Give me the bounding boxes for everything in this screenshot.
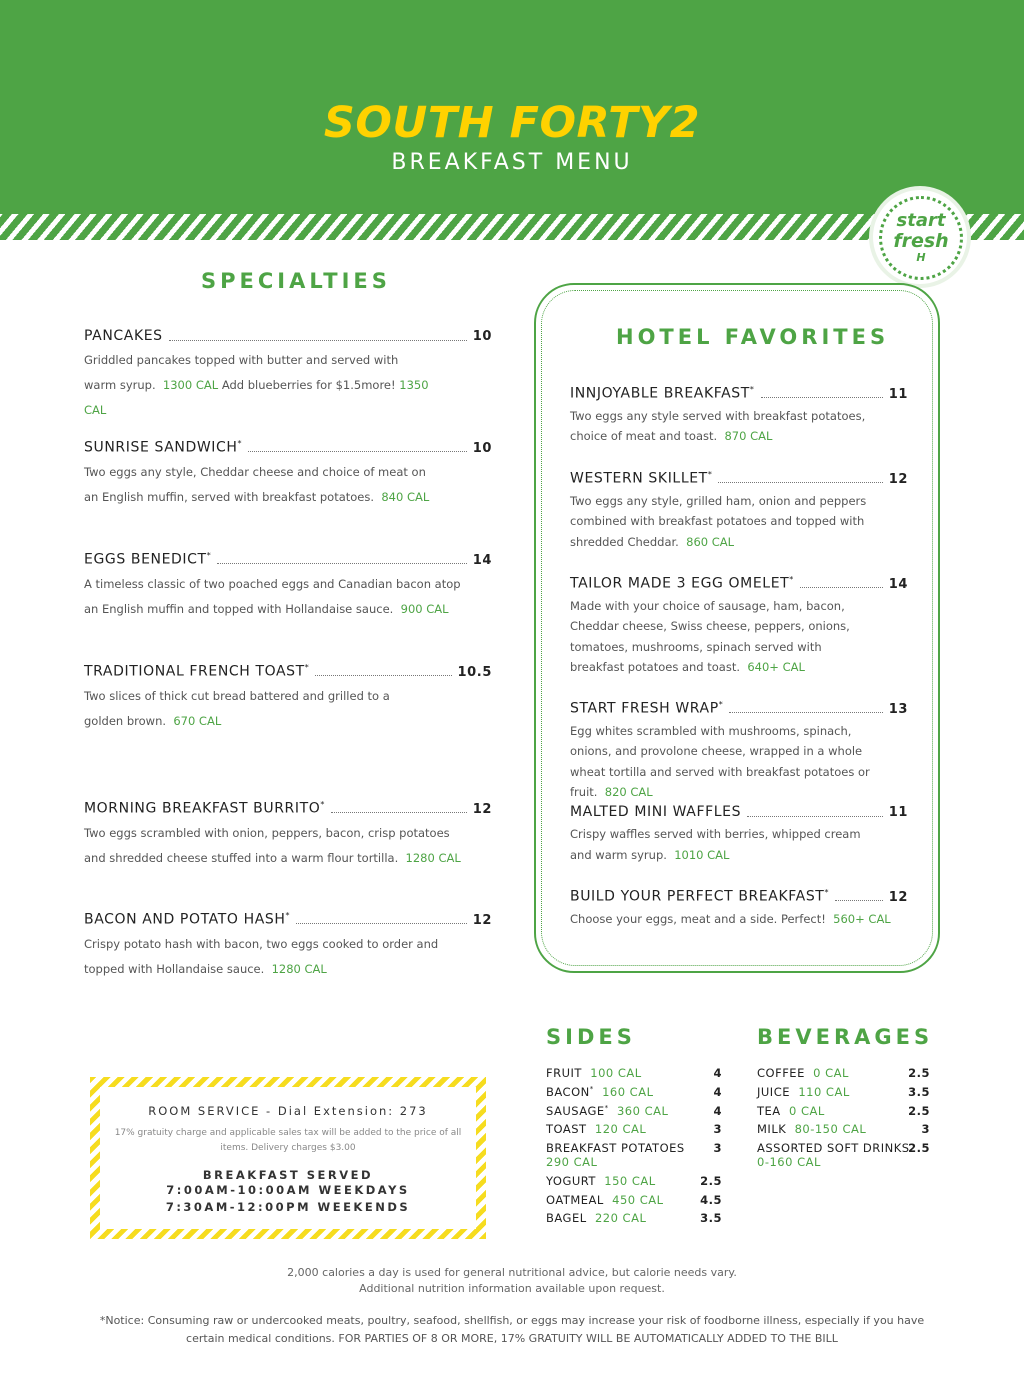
item-description: Two eggs any style, grilled ham, onion and peppers combined with breakfast potatoes and topped with shredded Cheddar. [570,493,867,549]
menu-subtitle: BREAKFAST MENU [391,150,633,175]
item-description: A timeless classic of two poached eggs and Canadian bacon atop an English muffin and topped with Hollandaise sauce. [84,576,461,616]
side-price: 4 [713,1066,722,1080]
side-name: BREAKFAST POTATOES [546,1141,685,1155]
side-item-fruit [546,1066,722,1080]
side-item-toast [546,1122,722,1136]
item-price: 11 [888,386,908,402]
item-description: Made with your choice of sausage, ham, bacon, Cheddar cheese, Swiss cheese, peppers, onions, tomatoes, mushrooms, spinach served with breakfast potatoes and toast. [570,598,850,675]
side-price: 2.5 [700,1174,722,1188]
menu-item-french-toast: TRADITIONAL FRENCH TOAST* 10.5 Two slices of thick cut bread battered and grilled to a golden brown. 670 CAL [84,663,492,728]
side-calories: 220 CAL [594,1211,647,1225]
breakfast-served-title: BREAKFAST SERVED [202,1168,374,1182]
item-name: TRADITIONAL FRENCH TOAST [84,663,305,680]
hours-weekends: 7:30AM-12:00PM WEEKENDS [165,1200,411,1214]
beverage-name: JUICE [757,1085,790,1099]
beverage-calories: 0-160 CAL [757,1155,821,1169]
side-calories: 290 CAL [546,1155,598,1169]
beverage-name: TEA [757,1104,781,1118]
side-name: BACON [546,1085,590,1099]
side-name: SAUSAGE [546,1104,605,1118]
room-service-note: 17% gratuity charge and applicable sales tax will be added to the price of all items. Delivery charges $3.00 [114,1128,462,1153]
item-description: Crispy potato hash with bacon, two eggs cooked to order and topped with Hollandaise sauce. [84,936,439,976]
item-price: 10.5 [457,664,492,680]
item-price: 13 [888,701,908,717]
calorie-disclaimer [0,1265,1024,1297]
side-item-breakfast-potatoes [546,1141,722,1169]
item-description: Choose your eggs, meat and a side. Perfect! [570,911,826,926]
item-price: 12 [472,801,492,817]
start-fresh-badge [873,190,967,284]
beverage-calories: 0 CAL [813,1066,849,1080]
item-description: Two eggs scrambled with onion, peppers, bacon, crisp potatoes and shredded cheese stuffed into a warm flour tortilla. [84,825,450,865]
hours-weekdays: 7:00AM-10:00AM WEEKDAYS [166,1183,410,1197]
sides-title: SIDES [546,1025,636,1049]
item-name: WESTERN SKILLET [570,470,708,487]
beverage-item-tea [757,1104,930,1118]
item-calories: 1010 CAL [674,847,730,862]
item-calories: 1300 CAL [162,378,219,392]
side-name: TOAST [546,1122,587,1136]
beverage-price: 2.5 [908,1104,930,1118]
side-calories: 100 CAL [590,1066,642,1080]
room-service-box [90,1077,486,1239]
item-calories: 1280 CAL [405,850,461,865]
item-description: Egg whites scrambled with mushrooms, spinach, onions, and provolone cheese, wrapped in a whole wheat tortilla and served with breakfast potatoes or fruit. [570,723,870,800]
beverage-item-juice [757,1085,930,1099]
menu-item-start-fresh-wrap: START FRESH WRAP* 13 Egg whites scrambled with mushrooms, spinach, onions, and provolone cheese, wrapped in a whole wheat tortilla and served with breakfast potatoes or fruit. 820 CAL [570,700,908,800]
hotel-favorites-title: HOTEL FAVORITES [616,325,890,349]
item-name: SUNRISE SANDWICH [84,439,238,456]
specialties-title: SPECIALTIES [201,269,391,293]
side-name: OATMEAL [546,1193,604,1207]
item-description: Crispy waffles served with berries, whipped cream and warm syrup. [570,827,861,862]
menu-item-sunrise-sandwich: SUNRISE SANDWICH* 10 Two eggs any style, Cheddar cheese and choice of meat on an English muffin, served with breakfast potatoes. 840 CAL [84,439,492,504]
side-name: YOGURT [546,1174,596,1188]
item-description: Two slices of thick cut bread battered and grilled to a golden brown. [84,688,390,728]
start-fresh-logo [879,196,963,280]
item-calories: 820 CAL [604,785,653,800]
menu-item-egg-omelet: TAILOR MADE 3 EGG OMELET* 14 Made with your choice of sausage, ham, bacon, Cheddar cheese, Swiss cheese, peppers, onions, tomatoes, mushrooms, spinach served with breakfast potatoes and toast. 640+ CAL [570,575,908,675]
item-extra-calories: 1350 CAL [84,378,429,417]
badge-text-fresh: fresh [893,230,949,252]
side-price: 3 [713,1141,722,1155]
hotel-mark-icon: H [916,251,926,264]
item-description: Griddled pancakes topped with butter and served with warm syrup. [84,353,399,392]
item-name: MALTED MINI WAFFLES [570,804,742,820]
menu-item-build-your-breakfast: BUILD YOUR PERFECT BREAKFAST* 12 Choose your eggs, meat and a side. Perfect! 560+ CAL [570,888,908,926]
food-safety-notice: *Notice: Consuming raw or undercooked meats, poultry, seafood, shellfish, or eggs may increase your risk of foodborne illness, especially if you have certain medical conditions. FOR PARTIES OF 8 OR MORE, 17% GRATUITY WILL BE AUTOMATICALLY ADDED TO THE BILL [99,1314,925,1345]
side-name: BAGEL [546,1211,587,1225]
header-stripes [0,214,1024,240]
beverage-name: MILK [757,1122,787,1136]
side-price: 4 [713,1104,722,1118]
item-calories: 560+ CAL [833,911,891,926]
item-calories: 900 CAL [400,601,449,616]
item-calories: 870 CAL [724,429,773,444]
calorie-disclaimer-line1: 2,000 calories a day is used for general nutritional advice, but calorie needs vary. [287,1266,737,1279]
side-price: 3.5 [700,1211,722,1225]
item-calories: 640+ CAL [747,660,805,675]
badge-text-start: start [896,210,946,231]
item-price: 10 [472,440,492,456]
menu-item-bacon-potato-hash: BACON AND POTATO HASH* 12 Crispy potato hash with bacon, two eggs cooked to order and topped with Hollandaise sauce. 1280 CAL [84,911,492,976]
item-price: 11 [888,805,908,820]
beverage-calories: 110 CAL [798,1085,850,1099]
beverage-price: 3.5 [908,1085,930,1099]
item-name: INNJOYABLE BREAKFAST [570,385,750,402]
side-price: 3 [713,1122,722,1136]
beverage-name: COFFEE [757,1066,805,1080]
side-item-bacon: BACON* 160 CAL 4 [546,1085,722,1099]
item-name: EGGS BENEDICT [84,551,207,568]
calorie-disclaimer-line2: Additional nutrition information available upon request. [359,1282,665,1295]
item-name: START FRESH WRAP [570,700,719,717]
beverage-name: ASSORTED SOFT DRINKS [757,1141,910,1155]
side-price: 4.5 [700,1193,722,1207]
side-calories: 120 CAL [594,1122,647,1136]
side-calories: 150 CAL [604,1174,656,1188]
menu-item-eggs-benedict: EGGS BENEDICT* 14 A timeless classic of two poached eggs and Canadian bacon atop an English muffin and topped with Hollandaise sauce. 900 CAL [84,551,492,616]
side-item-sausage: SAUSAGE* 360 CAL 4 [546,1104,722,1118]
item-description: Two eggs any style, Cheddar cheese and choice of meat on an English muffin, served with breakfast potatoes. [84,464,426,504]
menu-item-breakfast-burrito: MORNING BREAKFAST BURRITO* 12 Two eggs scrambled with onion, peppers, bacon, crisp potatoes and shredded cheese stuffed into a warm flour tortilla. 1280 CAL [84,800,492,865]
item-name: BACON AND POTATO HASH [84,911,286,928]
side-calories: 450 CAL [612,1193,664,1207]
item-name: TAILOR MADE 3 EGG OMELET [570,575,790,592]
beverage-price: 3 [921,1122,930,1136]
item-price: 12 [888,889,908,905]
beverage-price: 2.5 [908,1141,930,1155]
restaurant-title: SOUTH FORTY2 [323,98,701,148]
beverages-title: BEVERAGES [757,1025,934,1049]
beverage-item-soft-drinks [757,1141,930,1169]
beverage-item-milk [757,1122,930,1136]
side-item-oatmeal [546,1193,722,1207]
side-item-yogurt [546,1174,722,1188]
side-name: FRUIT [546,1066,582,1080]
side-item-bagel [546,1211,722,1225]
beverage-price: 2.5 [908,1066,930,1080]
item-calories: 840 CAL [381,489,430,504]
side-calories: 360 CAL [616,1104,669,1118]
room-service-line: ROOM SERVICE - Dial Extension: 273 [148,1104,428,1118]
menu-item-western-skillet: WESTERN SKILLET* 12 Two eggs any style, grilled ham, onion and peppers combined with breakfast potatoes and topped with shredded Cheddar. 860 CAL [570,470,908,549]
item-calories: 860 CAL [686,534,735,549]
item-name: BUILD YOUR PERFECT BREAKFAST [570,888,825,905]
beverage-calories: 80-150 CAL [794,1122,867,1136]
item-price: 12 [472,912,492,928]
item-price: 10 [472,329,492,344]
item-price: 14 [888,576,908,592]
beverage-calories: 0 CAL [788,1104,825,1118]
menu-item-pancakes [84,328,492,423]
item-description: Two eggs any style served with breakfast potatoes, choice of meat and toast. [570,408,866,444]
menu-item-innjoyable-breakfast: INNJOYABLE BREAKFAST* 11 Two eggs any style served with breakfast potatoes, choice of meat and toast. 870 CAL [570,385,908,444]
menu-item-malted-mini-waffles [570,804,908,865]
item-calories: 670 CAL [173,713,222,728]
item-extra: Add blueberries for $1.5more! [221,378,396,392]
side-price: 4 [713,1085,722,1099]
item-calories: 1280 CAL [271,961,327,976]
item-name: MORNING BREAKFAST BURRITO [84,800,321,817]
item-price: 14 [472,552,492,568]
side-calories: 160 CAL [602,1085,654,1099]
beverage-item-coffee [757,1066,930,1080]
item-name: PANCAKES [84,328,163,344]
item-price: 12 [888,471,908,487]
